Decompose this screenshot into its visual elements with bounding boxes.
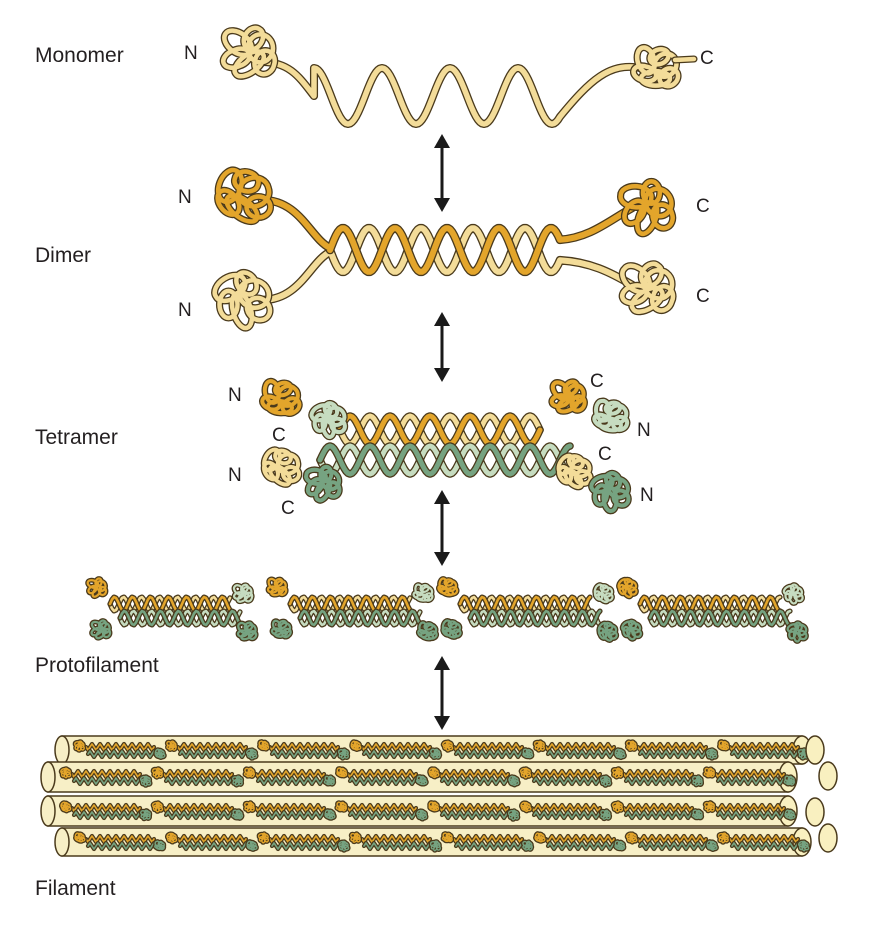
proto-knot-a [438, 578, 457, 595]
filament-knot-a [167, 741, 176, 750]
proto-knot-a [619, 579, 637, 597]
filament-knot-b [141, 810, 151, 819]
filament-knot-a [336, 802, 346, 811]
filament-knot-b [325, 810, 335, 819]
filament-knot-b [707, 749, 717, 759]
protofilament-tetramer-4 [619, 579, 807, 641]
filament-knot-a [705, 802, 715, 811]
dimer-drawing [215, 170, 673, 328]
proto-knot-c [234, 585, 252, 602]
filament-knot-b [509, 776, 519, 785]
tetramer-knot-3 [312, 403, 345, 437]
proto-knot-a [88, 579, 106, 597]
monomer-c-terminus: C [700, 48, 714, 69]
tetramer-n-terminus-2: N [228, 465, 242, 486]
filament-knot-b [799, 841, 809, 850]
filament-knot-a [153, 768, 163, 777]
protofilament-tetramer-1 [88, 579, 257, 640]
filament-knot-b [431, 749, 440, 758]
filament-end-cap-4 [819, 824, 837, 852]
arrow-tetramer-protofilament [434, 490, 450, 566]
filament-drawing [41, 736, 837, 856]
label-dimer: Dimer [35, 244, 91, 267]
filament-tube-2 [41, 762, 797, 792]
filament-knot-a [521, 802, 531, 811]
proto-knot-d [788, 623, 807, 642]
filament-knot-a [704, 768, 714, 776]
filament-knot-b [707, 841, 717, 850]
monomer-tail-end [675, 59, 694, 60]
filament-knot-b [417, 810, 427, 819]
label-tetramer: Tetramer [35, 426, 118, 449]
filament-knot-a [153, 802, 163, 811]
tetramer-knot-8 [591, 473, 628, 511]
filament-knot-b [785, 810, 795, 819]
filament-knot-b [155, 749, 165, 758]
filament-knot-a [429, 768, 439, 777]
proto-knot-b [443, 620, 461, 637]
filament-knot-a [259, 833, 269, 842]
filament-knot-a [443, 741, 453, 750]
filament-end-cap-3 [806, 798, 824, 826]
proto-knot-d [418, 622, 436, 639]
filament-tube-3 [41, 796, 797, 826]
filament-knot-a [613, 802, 623, 811]
proto-knot-b [622, 621, 641, 639]
dimer-tail-top [621, 181, 673, 233]
proto-knot-c [595, 585, 613, 602]
filament-knot-b [693, 810, 703, 818]
filament-knot-a [167, 833, 177, 842]
filament-knot-a [719, 741, 729, 749]
filament-knot-a [61, 768, 71, 778]
filament-knot-a [443, 833, 453, 841]
tetramer-knot-2 [264, 450, 299, 485]
filament-knot-a [75, 741, 84, 750]
filament-end-cap-1 [806, 736, 824, 764]
filament-knot-a [337, 768, 347, 776]
filament-knot-b [523, 841, 532, 850]
tetramer-n-terminus-1: N [228, 385, 242, 406]
arrow-monomer-dimer [434, 134, 450, 212]
protofilament-tetramer-2 [268, 579, 437, 639]
filament-knot-b [431, 841, 441, 850]
filament-knot-a [613, 768, 622, 777]
filament-tube-4 [55, 828, 811, 856]
tetramer-n-terminus-4: N [640, 485, 654, 506]
monomer-n-terminus: N [184, 43, 198, 64]
label-filament: Filament [35, 877, 116, 900]
monomer-drawing [223, 28, 694, 124]
dimer-c-terminus-top: C [696, 196, 710, 217]
protofilament-tetramer-3 [438, 578, 616, 640]
filament-knot-a [535, 833, 545, 842]
filament-knot-b [417, 776, 427, 784]
filament-knot-a [351, 741, 361, 750]
tetramer-c-terminus-1: C [272, 425, 286, 446]
filament-knot-b [615, 841, 624, 849]
filament-knot-b [784, 776, 794, 785]
label-monomer: Monomer [35, 44, 124, 67]
arrow-protofilament-filament [434, 656, 450, 730]
filament-knot-a [61, 802, 71, 811]
filament-knot-a [259, 741, 269, 750]
monomer-head-domain [223, 28, 274, 76]
proto-knot-b [272, 621, 291, 637]
filament-knot-a [627, 833, 637, 842]
protofilament-drawing [88, 578, 807, 641]
filament-knot-b [601, 776, 611, 785]
filament-knot-a [245, 768, 255, 777]
tetramer-strand-2 [340, 416, 540, 444]
tetramer-knot-6 [594, 401, 627, 430]
filament-knot-b [324, 776, 334, 784]
proto-knot-d [238, 623, 256, 640]
tetramer-knot-5 [552, 382, 585, 412]
dimer-c-terminus-bottom: C [696, 286, 710, 307]
filament-knot-b [601, 810, 610, 819]
filament-knot-b [339, 841, 349, 850]
filament-knot-a [351, 833, 360, 842]
filament-knot-a [429, 802, 438, 810]
filament-knot-a [521, 768, 531, 777]
filament-knot-a [245, 802, 254, 811]
proto-knot-c [784, 585, 803, 604]
filament-knot-a [75, 833, 85, 842]
dimer-n-terminus-bottom: N [178, 300, 192, 321]
filament-knot-b [247, 749, 257, 758]
dimer-n-terminus-top: N [178, 187, 192, 208]
filament-knot-a [719, 833, 728, 842]
dimer-tail-bottom [622, 264, 673, 312]
filament-knot-a [627, 741, 636, 750]
filament-knot-b [247, 841, 257, 850]
tetramer-drawing [262, 381, 628, 511]
tetramer-c-terminus-4: C [598, 444, 612, 465]
monomer-rod [262, 62, 640, 124]
filament-knot-a [535, 741, 545, 750]
proto-knot-b [92, 621, 110, 639]
filament-knot-b [339, 749, 349, 758]
label-protofilament: Protofilament [35, 654, 159, 677]
tetramer-c-terminus-3: C [590, 371, 604, 392]
tetramer-knot-7 [559, 456, 591, 487]
filament-knot-b [233, 776, 242, 785]
filament-knot-b [615, 749, 625, 758]
dimer-head-bottom [215, 272, 270, 327]
tetramer-n-terminus-3: N [637, 420, 651, 441]
filament-knot-b [141, 776, 151, 785]
monomer-tail-domain [634, 48, 678, 87]
filament-end-cap-2 [819, 762, 837, 790]
filament-knot-b [523, 749, 533, 757]
dimer-head-top [218, 170, 271, 221]
tetramer-knot-1 [262, 381, 299, 414]
proto-knot-d [599, 623, 617, 641]
proto-knot-a [268, 579, 286, 595]
filament-knot-b [155, 841, 165, 849]
filament-tube-1 [55, 736, 811, 764]
filament-knot-b [509, 810, 519, 819]
arrow-dimer-tetramer [434, 312, 450, 382]
filament-knot-b [232, 810, 242, 819]
proto-knot-c [414, 585, 433, 601]
filament-knot-b [693, 776, 702, 785]
tetramer-knot-4 [306, 467, 339, 501]
tetramer-c-terminus-2: C [281, 498, 295, 519]
